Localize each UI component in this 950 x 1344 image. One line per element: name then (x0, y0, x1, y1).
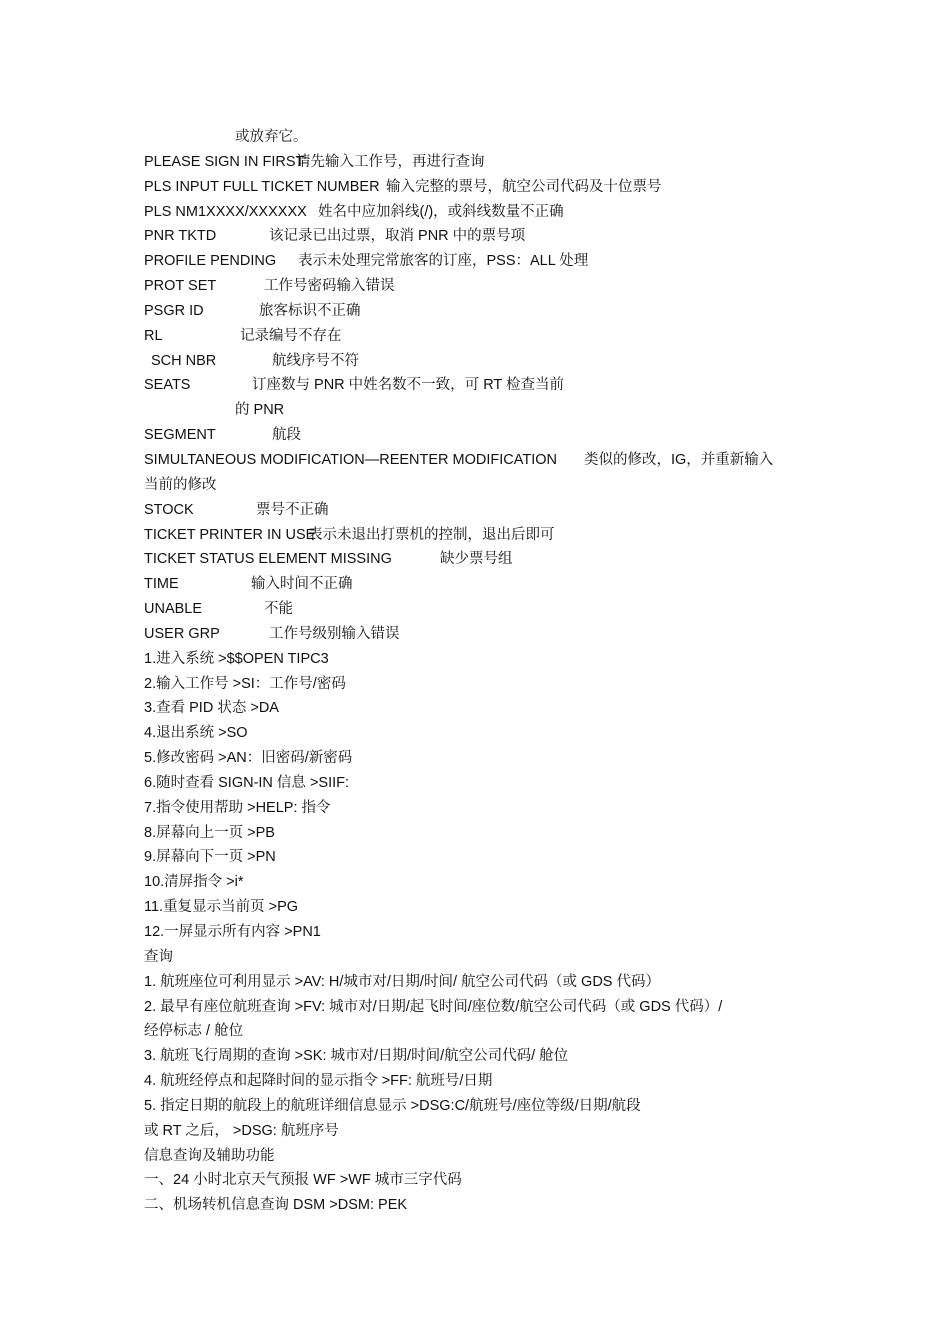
error-code: PROT SET (144, 278, 217, 295)
error-description: 输入时间不正确 (251, 576, 353, 593)
error-message-line (144, 423, 824, 448)
line-text: 查询 (144, 948, 173, 965)
error-description: 订座数与 PNR 中姓名数不一致，可 RT 检查当前 (252, 377, 565, 394)
error-description: 请先输入工作号，再进行查询 (296, 153, 485, 170)
line-text: 经停标志 / 舱位 (144, 1023, 244, 1040)
error-message-line (144, 274, 824, 299)
command-line (144, 821, 824, 846)
line-text: 6.随时查看 SIGN-IN 信息 >SIIF: (144, 774, 350, 791)
line-text: 2.输入工作号 >SI：工作号/密码 (144, 675, 346, 692)
error-message-line (144, 373, 824, 398)
command-line (144, 870, 824, 895)
line-text: 8.屏幕向上一页 >PB (144, 824, 275, 841)
command-line (144, 696, 824, 721)
error-description: 记录编号不存在 (240, 327, 342, 344)
error-description: 表示未退出打票机的控制，退出后即可 (308, 526, 555, 543)
section-heading (144, 945, 824, 970)
command-line (144, 1019, 824, 1044)
section-heading (144, 1144, 824, 1169)
error-code: TICKET PRINTER IN USE (144, 526, 316, 543)
error-description: 该记录已出过票，取消 PNR 中的票号项 (269, 228, 526, 245)
error-code: USER GRP (144, 625, 220, 642)
error-code: SCH NBR (151, 352, 217, 369)
error-description: 航线序号不符 (272, 352, 359, 369)
error-message-line (144, 448, 824, 473)
error-code: STOCK (144, 501, 194, 518)
command-line (144, 895, 824, 920)
command-line (144, 970, 824, 995)
command-line (144, 920, 824, 945)
command-line (144, 746, 824, 771)
text-line (144, 473, 824, 498)
error-description: 票号不正确 (256, 501, 329, 518)
line-text: 12.一屏显示所有内容 >PN1 (144, 924, 321, 940)
command-line (144, 721, 824, 746)
command-line (144, 995, 824, 1020)
command-line (144, 647, 824, 672)
command-line (144, 1193, 824, 1218)
error-message-line (144, 597, 824, 622)
error-message-line (144, 498, 824, 523)
error-message-line (144, 572, 824, 597)
line-text: 1. 航班座位可利用显示 >AV: H/城市对/日期/时间/ 航空公司代码（或 GDS 代码） (144, 973, 660, 990)
error-message-line (144, 299, 824, 324)
line-text: 信息查询及辅助功能 (144, 1147, 275, 1164)
error-description: 输入完整的票号，航空公司代码及十位票号 (386, 178, 662, 195)
error-description: 姓名中应加斜线(/)，或斜线数量不正确 (318, 203, 564, 220)
error-message-line (144, 324, 824, 349)
text-line (144, 125, 824, 150)
line-text: 5. 指定日期的航段上的航班详细信息显示 >DSG:C/航班号/座位等级/日期/航段 (144, 1097, 641, 1114)
error-message-line (144, 249, 824, 274)
error-code: UNABLE (144, 601, 203, 618)
command-line (144, 845, 824, 870)
error-message-line (144, 200, 824, 225)
error-description: 航段 (272, 427, 301, 444)
line-text: 2. 最早有座位航班查询 >FV: 城市对/日期/起飞时间/座位数/航空公司代码（或 GDS 代码）/ (144, 998, 723, 1015)
line-text: 二、机场转机信息查询 DSM >DSM: PEK (144, 1197, 408, 1214)
error-description: 工作号密码输入错误 (264, 278, 395, 295)
error-code: PLEASE SIGN IN FIRST (144, 153, 305, 170)
error-code: TIME (144, 576, 179, 593)
command-line (144, 1069, 824, 1094)
error-message-line (144, 523, 824, 548)
line-text: 4.退出系统 >SO (144, 725, 248, 742)
error-code: SIMULTANEOUS MODIFICATION—REENTER MODIFICATION (144, 451, 557, 468)
error-description: 不能 (264, 601, 293, 618)
line-text: 4. 航班经停点和起降时间的显示指令 >FF: 航班号/日期 (144, 1073, 493, 1090)
error-message-line (144, 224, 824, 249)
line-text: 一、24 小时北京天气预报 WF >WF 城市三字代码 (144, 1172, 462, 1189)
text-line (144, 398, 824, 423)
error-code: PROFILE PENDING (144, 253, 277, 270)
line-text: 1.进入系统 >$$OPEN TIPC3 (144, 650, 329, 667)
command-line (144, 1119, 824, 1144)
error-description: 类似的修改，IG，并重新输入 (584, 451, 774, 468)
line-text: 11.重复显示当前页 >PG (144, 899, 299, 916)
command-line (144, 672, 824, 697)
error-code: RL (144, 327, 163, 344)
error-code: PSGR ID (144, 302, 204, 319)
line-text: 或放弃它。 (235, 129, 308, 145)
line-text: 9.屏幕向下一页 >PN (144, 849, 276, 866)
error-description: 工作号级别输入错误 (269, 625, 400, 642)
command-line (144, 1044, 824, 1069)
document-body (144, 125, 824, 1218)
line-text: 3. 航班飞行周期的查询 >SK: 城市对/日期/时间/航空公司代码/ 舱位 (144, 1048, 569, 1065)
error-code: PLS INPUT FULL TICKET NUMBER (144, 178, 380, 195)
error-code: SEATS (144, 377, 191, 394)
line-text: 7.指令使用帮助 >HELP: 指令 (144, 799, 331, 816)
error-code: PLS NM1XXXX/XXXXXX (144, 203, 307, 220)
error-description: 缺少票号组 (440, 551, 513, 568)
error-message-line (144, 150, 824, 175)
error-message-line (144, 349, 824, 374)
line-text: 的 PNR (235, 402, 285, 419)
line-text: 当前的修改 (144, 476, 217, 493)
error-message-line (144, 175, 824, 200)
command-line (144, 771, 824, 796)
error-message-line (144, 547, 824, 572)
line-text: 或 RT 之后， >DSG: 航班序号 (144, 1122, 339, 1139)
command-line (144, 1094, 824, 1119)
error-code: TICKET STATUS ELEMENT MISSING (144, 551, 392, 568)
error-message-line (144, 622, 824, 647)
error-code: PNR TKTD (144, 228, 217, 245)
error-description: 旅客标识不正确 (259, 302, 361, 319)
command-line (144, 796, 824, 821)
error-code: SEGMENT (144, 427, 216, 444)
command-line (144, 1168, 824, 1193)
line-text: 3.查看 PID 状态 >DA (144, 700, 279, 717)
line-text: 5.修改密码 >AN：旧密码/新密码 (144, 750, 353, 767)
line-text: 10.清屏指令 >i* (144, 874, 244, 891)
error-description: 表示未处理完常旅客的订座，PSS：ALL 处理 (298, 253, 589, 270)
